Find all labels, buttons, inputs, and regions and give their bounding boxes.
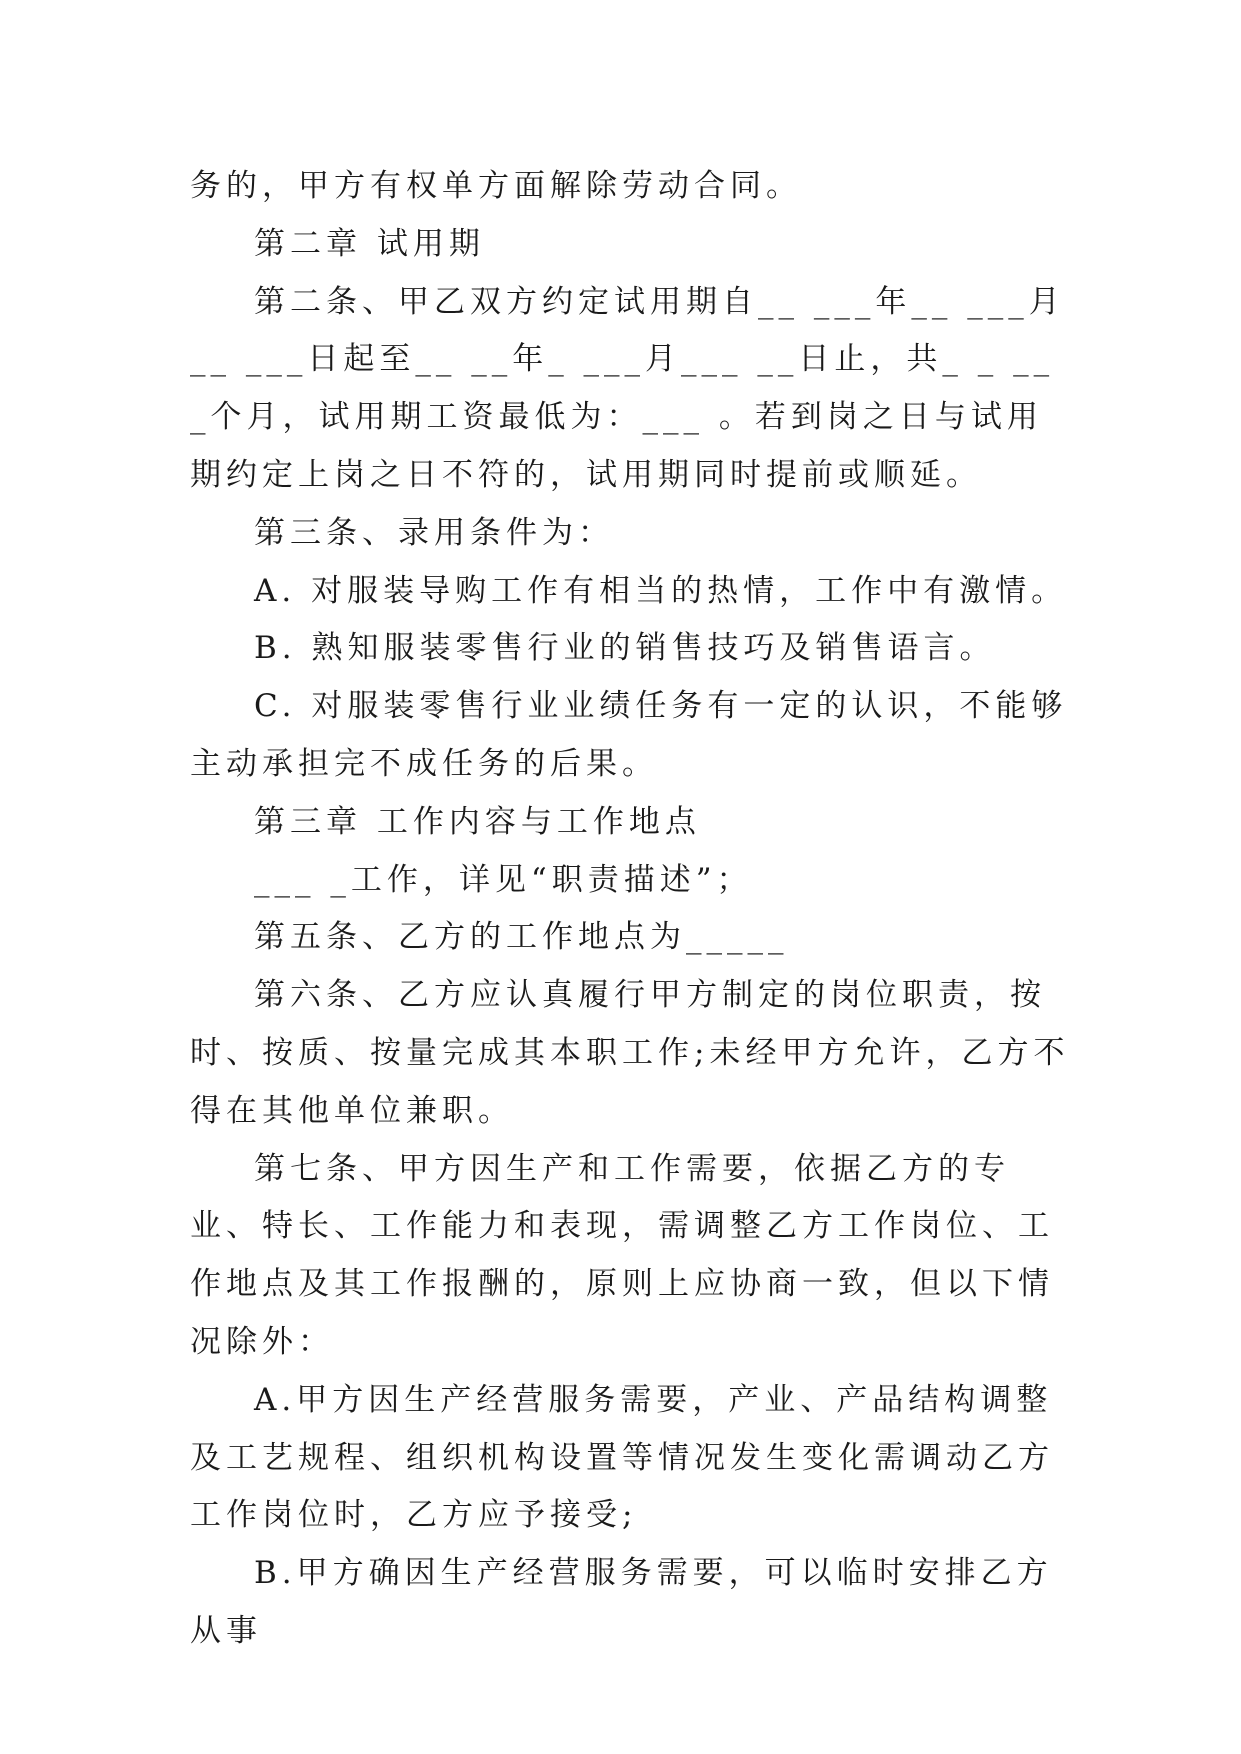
article-7-adjustments: 第七条、甲方因生产和工作需要，依据乙方的专业、特长、工作能力和表现，需调整乙方工作岗位、工作地点及其工作报酬的，原则上应协商一致，但以下情况除外： <box>190 1150 1054 1360</box>
condition-c: C. 对服装零售行业业绩任务有一定的认识，不能够主动承担完不成任务的后果。 <box>190 688 1068 782</box>
document-body <box>190 158 1070 1661</box>
article-6-duties: 第六条、乙方应认真履行甲方制定的岗位职责，按时、按质、按量完成其本职工作;未经甲方允许，乙方不得在其他单位兼职。 <box>190 977 1070 1129</box>
exception-a: A.甲方因生产经营服务需要，产业、产品结构调整及工艺规程、组织机构设置等情况发生变化需调动乙方工作岗位时，乙方应予接受; <box>190 1381 1054 1534</box>
work-description-line: ___ _工作，详见“职责描述”； <box>254 861 753 898</box>
article-5-work-location: 第五条、乙方的工作地点为_____ <box>254 919 789 956</box>
paragraph-continuation: 务的，甲方有权单方面解除劳动合同。 <box>190 168 802 204</box>
chapter-heading-work-content: 第三章 工作内容与工作地点 <box>254 803 701 840</box>
condition-a: A. 对服装导购工作有相当的热情，工作中有激情。 <box>254 572 1068 609</box>
condition-b: B. 熟知服装零售行业的销售技巧及销售语言。 <box>254 630 996 667</box>
article-2-probation-period: 第二条、甲乙双方约定试用期自__ ___年__ ___月__ ___日起至__ __年_ ___月___ __日止，共_ _ ___个月，试用期工资最低为：___ 。若到岗之日与试用期约定上岗之日不符的，试用期同时提前或顺延。 <box>190 283 1065 493</box>
article-3-hiring-conditions: 第三条、录用条件为： <box>254 514 614 551</box>
chapter-heading-probation: 第二章 试用期 <box>254 225 485 262</box>
exception-b: B.甲方确因生产经营服务需要，可以临时安排乙方从事 <box>190 1555 1053 1649</box>
